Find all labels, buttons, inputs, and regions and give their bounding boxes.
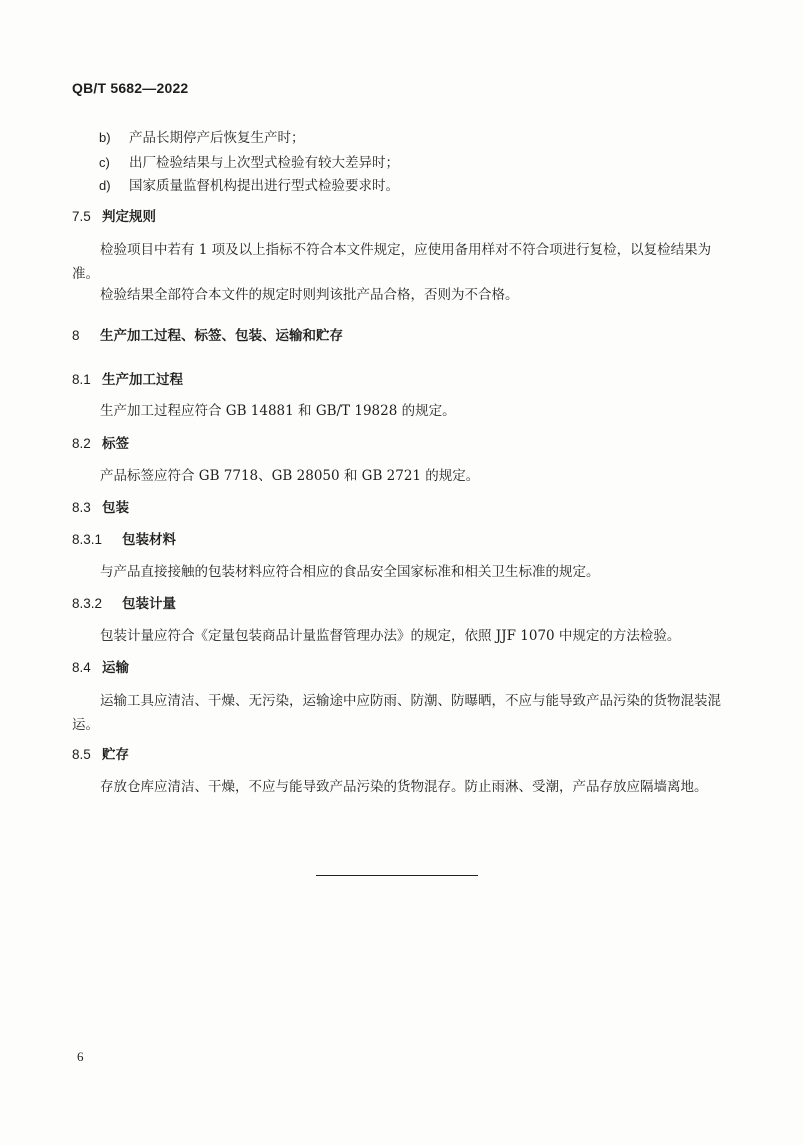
section-title: 运输 [102, 660, 129, 675]
section-number: 8.5 [72, 747, 91, 762]
section-title: 包装 [102, 500, 129, 515]
section-heading-8-5 [72, 744, 129, 766]
section-heading-8-4 [72, 657, 129, 679]
section-title: 生产加工过程、标签、包装、运输和贮存 [100, 328, 343, 343]
paragraph: 运输工具应清洁、干燥、无污染，运输途中应防雨、防潮、防曝晒，不应与能导致产品污染的货物混装混运。 [72, 693, 721, 733]
section-number: 8.3 [72, 500, 91, 515]
list-item [99, 175, 399, 197]
paragraph: 生产加工过程应符合 GB 14881 和 GB/T 19828 的规定。 [100, 403, 456, 419]
section-title: 判定规则 [102, 209, 156, 224]
list-text: 产品长期停产后恢复生产时； [129, 130, 305, 146]
section-heading-7-5 [72, 206, 156, 228]
list-text: 国家质量监督机构提出进行型式检验要求时。 [129, 178, 399, 194]
section-title: 包装计量 [122, 596, 176, 611]
list-item [99, 152, 399, 174]
section-number: 7.5 [72, 209, 91, 224]
section-number: 8.3.2 [72, 596, 103, 611]
section-title: 包装材料 [122, 532, 176, 547]
section-heading-8-2 [72, 433, 129, 455]
section-heading-8-1 [72, 369, 183, 391]
section-title: 贮存 [102, 747, 129, 762]
list-item [99, 127, 305, 149]
section-heading-8-3 [72, 497, 129, 519]
section-heading-8-3-2 [72, 593, 176, 615]
list-marker: b) [99, 130, 111, 145]
standard-code-header: QB/T 5682—2022 [72, 80, 189, 96]
section-number: 8 [72, 328, 80, 343]
paragraph: 检验项目中若有 1 项及以上指标不符合本文件规定，应使用备用样对不符合项进行复检，以复检结果为准。 [72, 242, 712, 282]
paragraph: 存放仓库应清洁、干燥，不应与能导致产品污染的货物混存。防止雨淋、受潮，产品存放应隔墙离地。 [100, 779, 708, 795]
end-of-document-rule [316, 875, 478, 876]
paragraph: 检验结果全部符合本文件的规定时则判该批产品合格，否则为不合格。 [100, 287, 519, 303]
list-marker: d) [99, 178, 111, 193]
paragraph: 包装计量应符合《定量包装商品计量监督管理办法》的规定，依照 JJF 1070 中规定的方法检验。 [100, 628, 681, 644]
section-number: 8.2 [72, 436, 91, 451]
page-number: 6 [77, 1049, 84, 1064]
section-title: 标签 [102, 436, 129, 451]
section-number: 8.1 [72, 372, 91, 387]
paragraph: 与产品直接接触的包装材料应符合相应的食品安全国家标准和相关卫生标准的规定。 [100, 564, 600, 580]
paragraph: 产品标签应符合 GB 7718、GB 28050 和 GB 2721 的规定。 [100, 468, 480, 484]
section-heading-8 [72, 325, 343, 347]
section-number: 8.3.1 [72, 532, 103, 547]
list-marker: c) [99, 155, 110, 170]
section-number: 8.4 [72, 660, 91, 675]
list-text: 出厂检验结果与上次型式检验有较大差异时； [129, 155, 399, 171]
section-heading-8-3-1 [72, 529, 176, 551]
section-title: 生产加工过程 [102, 372, 183, 387]
